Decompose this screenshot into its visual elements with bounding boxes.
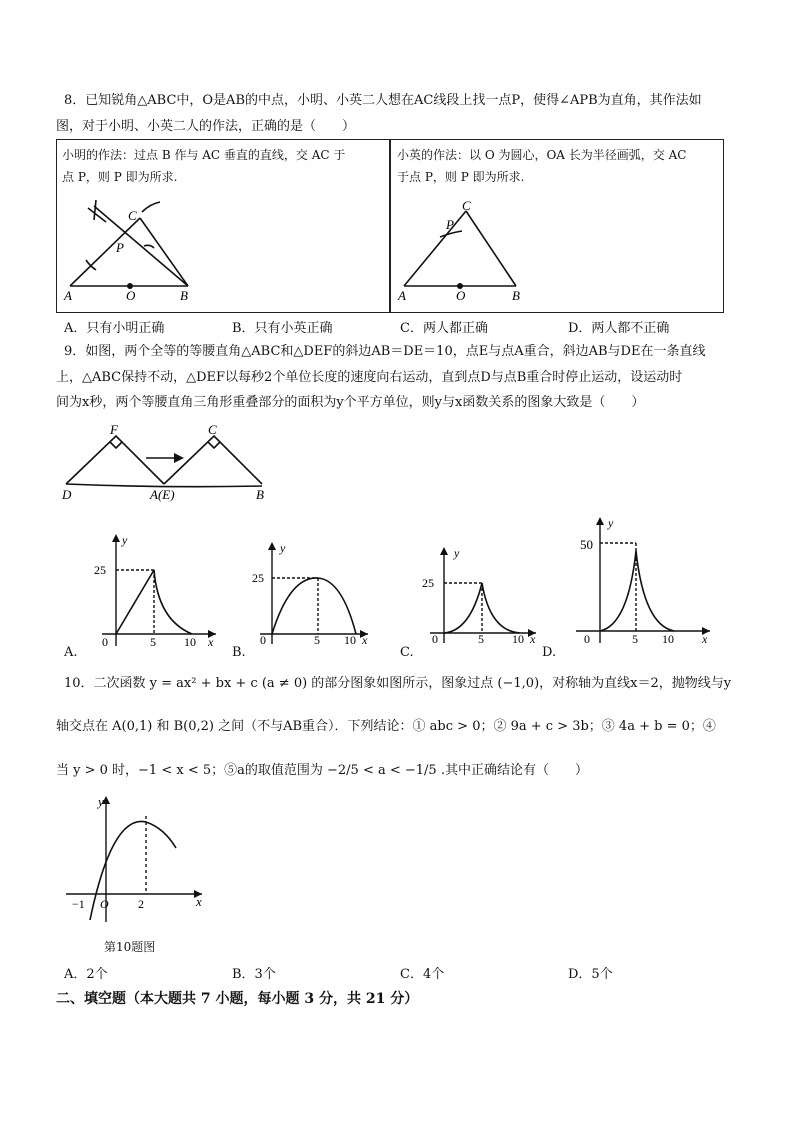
- q9-triangles-figure: [58, 422, 278, 502]
- tick-5: 5: [314, 633, 320, 647]
- q10-stem-line3: 当 y > 0 时，−1 < x < 5；⑤a的取值范围为 −2/5 < a < −1/5 .其中正确结论有（ ）: [56, 763, 588, 778]
- tick-25: 25: [252, 571, 264, 585]
- tick-5: 5: [150, 635, 156, 649]
- x-label: x: [530, 632, 536, 645]
- q9-option-a: A.: [64, 645, 78, 660]
- label-c: C: [462, 198, 471, 213]
- tick-2: 2: [138, 897, 144, 911]
- q8-option-c: C．两人都正确: [400, 321, 488, 336]
- label-p: P: [446, 217, 454, 232]
- y-arrow-icon: [596, 517, 604, 525]
- q8-option-a: A．只有小明正确: [64, 321, 165, 336]
- label-o: O: [126, 288, 136, 303]
- label-d: D: [62, 487, 72, 502]
- origin: 0: [584, 632, 590, 646]
- tick-5: 5: [478, 632, 484, 645]
- arc-mark: [94, 200, 96, 220]
- x-label: x: [702, 632, 708, 646]
- tick-minus1: −1: [72, 897, 85, 911]
- arrow-right-icon: [174, 453, 184, 463]
- q8-stem-line1: 8．已知锐角△ABC中，O是AB的中点，小明、小英二人想在AC线段上找一点P，使得∠APB为直角，其作法如: [64, 93, 702, 108]
- q9-stem-line1: 9．如图，两个全等的等腰直角△ABC和△DEF的斜边AB＝DE＝10，点E与点A重合，斜边AB与DE在一条直线: [64, 344, 706, 359]
- label-o: O: [456, 288, 466, 303]
- label-c: C: [208, 422, 217, 437]
- q8-ying-figure: [394, 195, 544, 305]
- label-p: P: [116, 240, 124, 255]
- q9-graph-a: [88, 530, 228, 650]
- q8-ming-text2: 点 P，则 P 即为所求.: [62, 170, 178, 184]
- tick-10: 10: [662, 632, 674, 646]
- tick-10: 10: [184, 635, 196, 649]
- y-label: y: [608, 516, 614, 530]
- arc-mark: [142, 202, 160, 212]
- q9-graph-d: [570, 515, 720, 650]
- y-label: y: [122, 533, 128, 547]
- x-label: x: [362, 633, 368, 647]
- label-b: B: [512, 288, 520, 303]
- curve-decay: [636, 551, 674, 631]
- label-b: B: [180, 288, 188, 303]
- label-a: A: [64, 288, 72, 303]
- tick-5: 5: [632, 632, 638, 646]
- y-arrow-icon: [440, 547, 448, 555]
- q9-stem-line2: 上，△ABC保持不动，△DEF以每秒2个单位长度的速度向右运动，直到点D与点B重合时停止运动，设运动时: [56, 370, 683, 385]
- q10-option-a: A．2个: [64, 967, 108, 982]
- origin: 0: [260, 633, 266, 647]
- segment-ac: [70, 218, 140, 286]
- q8-option-d: D．两人都不正确: [568, 321, 670, 336]
- q10-stem-line1: 10．二次函数 y = ax² + bx + c (a ≠ 0) 的部分图象如图所示，图象过点 (−1,0)，对称轴为直线x＝2，抛物线与y: [64, 676, 732, 691]
- label-ae: A(E): [150, 487, 175, 502]
- label-a: A: [398, 288, 406, 303]
- y-label: y: [98, 794, 104, 809]
- triangle-def: [66, 436, 164, 484]
- arc-mark: [144, 245, 154, 248]
- q8-ying-text1: 小英的作法：以 O 为圆心，OA 长为半径画弧，交 AC: [397, 148, 687, 162]
- x-label: x: [208, 635, 214, 649]
- curve-parabola: [272, 578, 356, 634]
- q10-option-b: B．3个: [232, 967, 276, 982]
- q8-ming-figure: [60, 190, 210, 305]
- q8-option-b: B．只有小英正确: [232, 321, 333, 336]
- q10-option-c: C．4个: [400, 967, 445, 982]
- tick-10: 10: [512, 632, 524, 645]
- q8-ying-text2: 于点 P，则 P 即为所求.: [397, 170, 525, 184]
- curve-rise: [600, 551, 636, 631]
- x-label: x: [196, 894, 202, 909]
- tick-25: 25: [422, 576, 434, 590]
- segment-ac: [404, 211, 466, 286]
- curve-decay: [154, 570, 192, 634]
- y-label: y: [280, 541, 286, 555]
- label-b: B: [256, 487, 264, 502]
- curve-linear: [116, 570, 154, 634]
- q10-option-d: D．5个: [568, 967, 613, 982]
- q10-caption: 第10题图: [104, 940, 156, 954]
- tick-10: 10: [344, 633, 356, 647]
- segment-bc: [466, 211, 516, 286]
- y-label: y: [454, 546, 460, 560]
- origin: 0: [432, 632, 438, 645]
- right-angle-mark: [110, 442, 122, 448]
- curve-decay: [482, 583, 520, 633]
- q9-graph-b: [250, 540, 380, 650]
- label-c: C: [128, 208, 137, 223]
- right-angle-mark: [208, 442, 220, 448]
- q9-option-d: D.: [542, 645, 557, 660]
- q10-parabola-figure: [62, 790, 212, 930]
- perpendicular-line: [94, 206, 188, 286]
- q9-option-b: B.: [232, 645, 246, 660]
- label-f: F: [110, 422, 118, 437]
- y-arrow-icon: [112, 534, 120, 542]
- curve-rise: [444, 583, 482, 633]
- section-2-title: 二、填空题（本大题共 7 小题，每小题 3 分，共 21 分）: [56, 991, 419, 1007]
- q8-ming-text1: 小明的作法：过点 B 作与 AC 垂直的直线，交 AC 于: [62, 148, 346, 162]
- q8-stem-line2: 图，对于小明、小英二人的作法，正确的是（ ）: [56, 119, 356, 134]
- q9-graph-c: [420, 545, 550, 645]
- origin: 0: [102, 635, 108, 649]
- arc-mark: [88, 208, 106, 222]
- q9-option-c: C.: [400, 645, 414, 660]
- q10-stem-line2: 轴交点在 A(0,1) 和 B(0,2) 之间（不与AB重合）．下列结论：① abc > 0；② 9a + c > 3b；③ 4a + b = 0；④: [56, 719, 716, 734]
- origin: O: [100, 897, 109, 911]
- q9-stem-line3: 间为x秒，两个等腰直角三角形重叠部分的面积为y个平方单位，则y与x函数关系的图象大致是（ ）: [56, 395, 645, 410]
- tick-25: 25: [94, 563, 106, 577]
- y-arrow-icon: [268, 542, 276, 550]
- tick-50: 50: [580, 537, 593, 552]
